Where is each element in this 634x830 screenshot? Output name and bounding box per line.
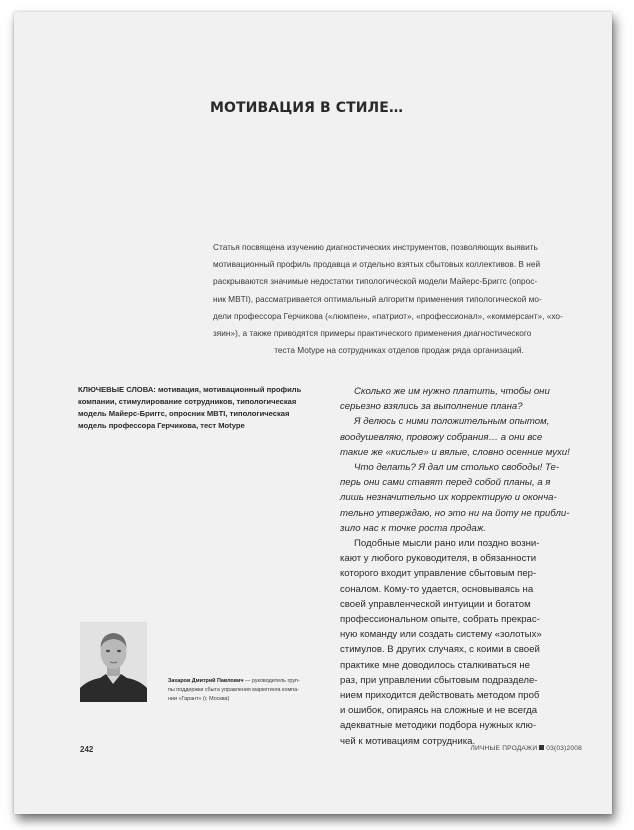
journal-footer	[471, 745, 583, 752]
keywords-block	[78, 384, 318, 432]
body-line: стимулов. В других случаях, с коими в своей	[340, 644, 540, 656]
abstract-line: мотивационный профиль продавца и отдельно взятых сбытовых коллективов. В ней	[213, 259, 541, 270]
body-line: ную команду или создать систему «золотых»	[340, 629, 542, 641]
body-line: и ошибок, опираясь на сложные и не всегда	[340, 705, 538, 717]
abstract-line: Статья посвящена изучению диагностических инструментов, позволяющих выявить	[213, 242, 538, 252]
body-line: воодушевляю, провожу собрания… а они все	[340, 431, 543, 443]
body-line: Что делать? Я дал им столько свободы! Те-	[354, 462, 560, 474]
keywords-line: модель Майерс-Бриггс, опросник MBTI, типологическая	[78, 409, 290, 418]
body-line: Я делюсь с ними положительным опытом,	[354, 416, 550, 428]
author-portrait-icon	[80, 622, 147, 702]
keywords-line: КЛЮЧЕВЫЕ СЛОВА: мотивация, мотивационный профиль	[78, 385, 302, 394]
body-line: тельно утверждаю, но это ни на йоту не прибли-	[340, 507, 570, 519]
author-info	[168, 677, 328, 704]
body-line: соналом. Кому-то удается, основываясь на	[340, 583, 534, 595]
author-bio: — руководитель груп-	[243, 678, 300, 684]
abstract-line: дели профессора Герчикова («люмпен», «патриот», «профессионал», «коммерсант», «хо-	[213, 310, 563, 321]
abstract-line: зяин»), а также приводятся примеры практического применения диагностического	[213, 328, 532, 339]
article-title: МОТИВАЦИЯ В СТИЛЕ…	[210, 100, 404, 116]
journal-name: ЛИЧНЫЕ ПРОДАЖИ	[470, 745, 538, 752]
body-line: кают у любого руководителя, в обязанности	[340, 553, 537, 565]
body-line: перь они сами ставят перед собой планы, а я	[340, 477, 551, 489]
keywords-line: модель профессора Герчикова, тест Motype	[78, 421, 245, 430]
body-line: Сколько же им нужно платить, чтобы они	[354, 386, 550, 397]
square-bullet-icon	[539, 745, 544, 750]
body-line: серьезно взялись за выполнение плана?	[340, 401, 523, 413]
article-body	[340, 384, 592, 749]
body-line: раз, при управлении сбытовым подразделе-	[340, 674, 538, 686]
author-name: Захаров Дмитрий Павлович	[168, 678, 244, 684]
journal-page	[14, 12, 612, 814]
body-line: лишь незначительно их корректирую и оконча-	[340, 492, 557, 504]
body-line: такие же «кислые» и вялые, словно осенние мухи!	[340, 446, 570, 458]
page-number: 242	[80, 745, 94, 754]
author-line: пы поддержки сбыта управления маркетинга компа-	[168, 687, 299, 693]
abstract-line: ник MBTI), рассматривается оптимальный алгоритм применения типологической мо-	[213, 293, 542, 304]
abstract-line: теста Motype на сотрудниках отделов продаж ряда организаций.	[274, 345, 524, 356]
journal-issue: 03(03)2008	[546, 745, 582, 752]
body-line: Подобные мысли рано или поздно возни-	[354, 538, 540, 550]
body-line: практике мне доводилось сталкиваться не	[340, 659, 531, 671]
author-photo	[80, 622, 147, 702]
body-line: которого входит управление сбытовым пер-	[340, 568, 537, 580]
body-line: адекватные методики подбора нужных клю-	[340, 720, 537, 732]
abstract-line: раскрываются значимые недостатки типологической модели Майерс-Бриггс (опрос-	[213, 276, 538, 287]
author-line: нии «Гарант» (г. Москва)	[168, 696, 230, 702]
body-line: чей к мотивациям сотрудника.	[340, 735, 476, 747]
body-line: нием приходится действовать методом проб	[340, 690, 540, 702]
keywords-line: компании, стимулирование сотрудников, типологическая	[78, 397, 297, 406]
author-line	[168, 677, 328, 686]
article-abstract	[213, 239, 585, 359]
body-line: своей управленческой интуиции и богатом	[340, 598, 531, 610]
body-line: профессиональном опыте, собрать прекрас-	[340, 614, 540, 626]
body-line: зило нас к точке роста продаж.	[340, 522, 486, 534]
